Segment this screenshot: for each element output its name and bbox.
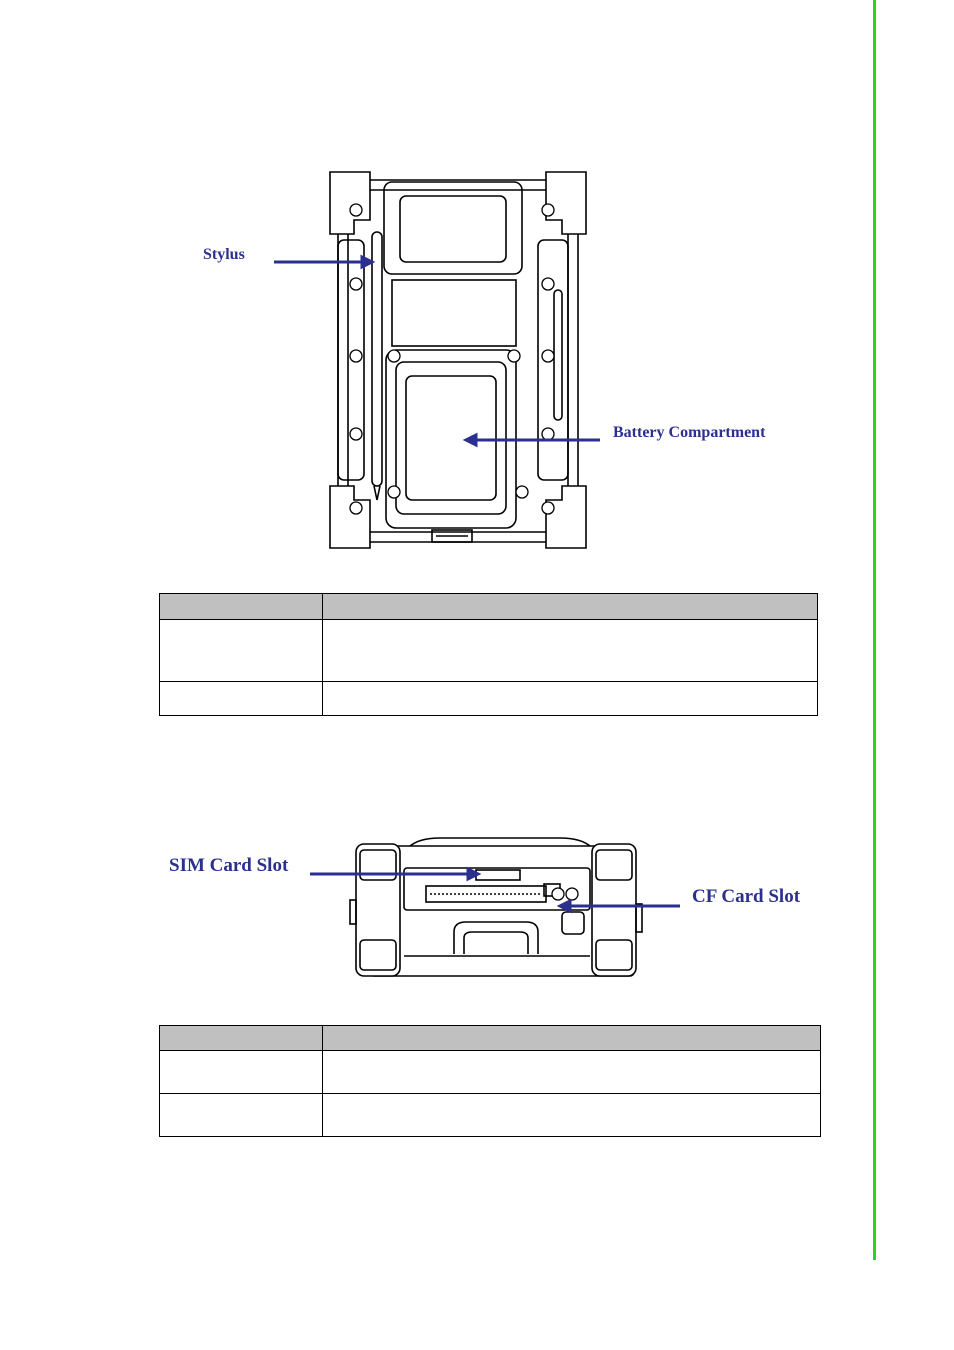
table-header-cell — [160, 1026, 323, 1051]
table-cell — [160, 682, 323, 716]
table-row — [160, 620, 818, 682]
device-rear-drawing — [188, 140, 794, 556]
table-header-cell — [323, 1026, 821, 1051]
table-cell — [323, 1094, 821, 1137]
table-cell — [160, 1094, 323, 1137]
table-row — [160, 1094, 821, 1137]
table-header-cell — [323, 594, 818, 620]
table-header-cell — [160, 594, 323, 620]
table-header-row — [160, 594, 818, 620]
table-cell — [323, 682, 818, 716]
margin-rule — [873, 0, 876, 1260]
table-cell — [323, 1051, 821, 1094]
table-header-row — [160, 1026, 821, 1051]
rear-view-figure — [188, 140, 794, 556]
table-cell — [160, 1051, 323, 1094]
rear-view-table — [159, 593, 818, 716]
table-cell — [323, 620, 818, 682]
table-row — [160, 682, 818, 716]
battery-compartment-callout: Battery Compartment — [613, 424, 766, 441]
cf-card-slot-callout: CF Card Slot — [692, 886, 801, 907]
sim-card-slot-callout: SIM Card Slot — [169, 855, 289, 876]
top-view-table — [159, 1025, 821, 1137]
table-cell — [160, 620, 323, 682]
table-row — [160, 1051, 821, 1094]
stylus-callout: Stylus — [203, 246, 245, 263]
